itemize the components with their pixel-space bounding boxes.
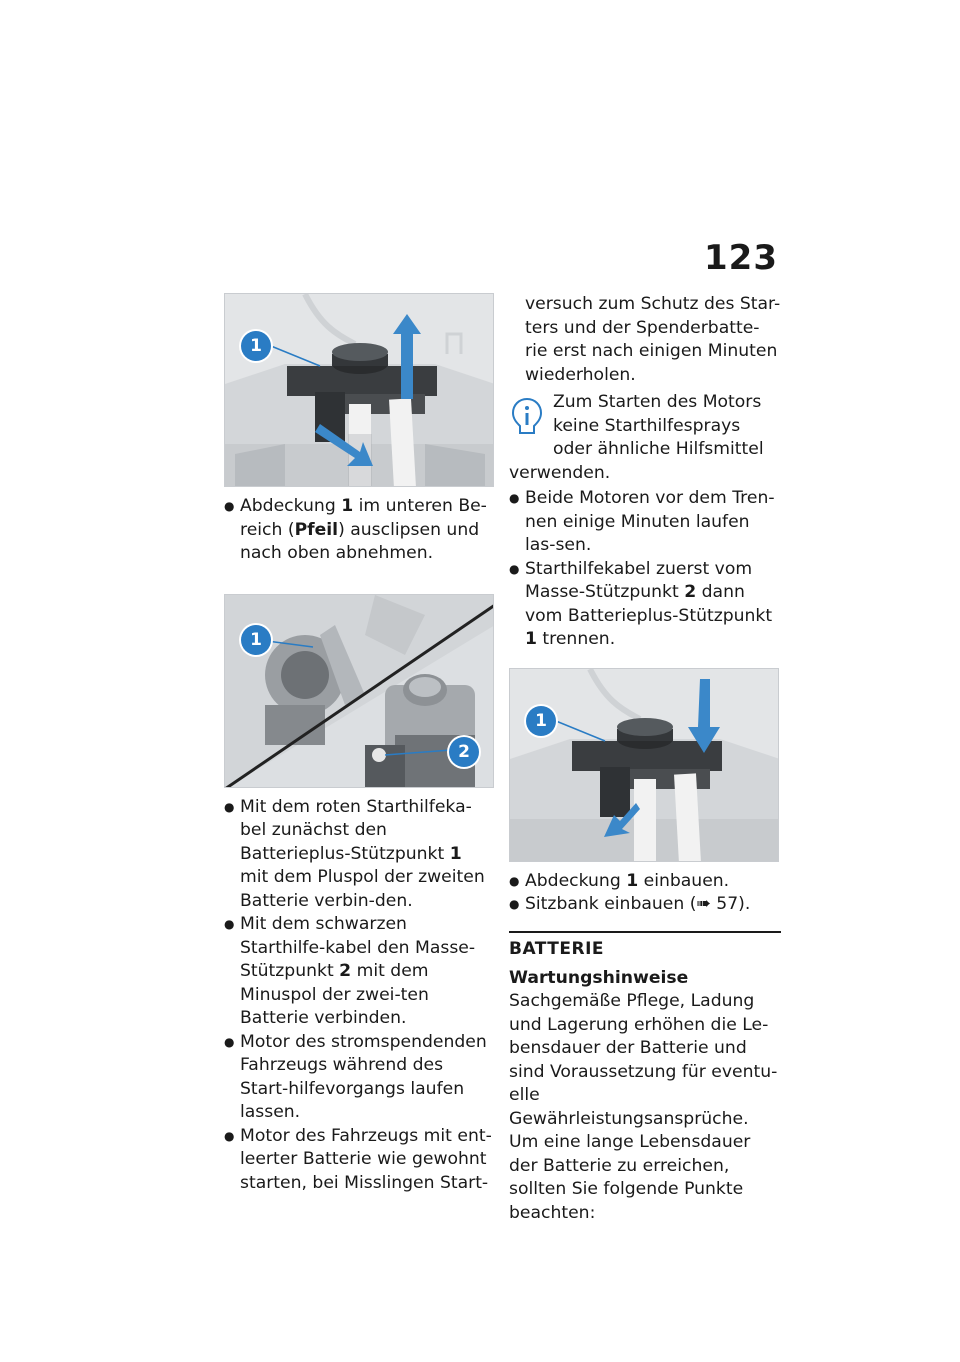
list-item: ● Abdeckung 1 einbauen. xyxy=(509,870,781,894)
figure-cover-removal xyxy=(224,293,494,487)
body-text: Sachgemäße Pflege, Ladung und Lagerung erhöhen die Le-bensdauer der Batterie und sind Voraussetzung für eventu-elle Gewährleistungsansprüche. Um eine lange Lebensdauer der Batterie zu erreichen, sollten Sie folgende Punkte beachten: xyxy=(509,991,778,1223)
left-column xyxy=(224,293,494,1195)
list-item: ● Beide Motoren vor dem Tren-nen einige Minuten laufen las-sen. xyxy=(509,487,781,558)
list-item: ● Motor des Fahrzeugs mit ent-leerter Batterie wie gewohnt starten, bei Misslingen Start- xyxy=(224,1125,494,1196)
section-title: BATTERIE xyxy=(509,938,605,959)
callout-1: 1 xyxy=(241,331,271,361)
section-rule xyxy=(509,931,781,933)
sub-title: Wartungshinweise xyxy=(509,967,689,988)
note-block xyxy=(509,391,781,485)
cover-illustration xyxy=(225,294,494,487)
list-item: ● Abdeckung 1 im unteren Be-reich (Pfeil) ausclipsen und nach oben abnehmen. xyxy=(224,495,494,566)
page-number: 123 xyxy=(704,238,778,278)
note-text: Zum Starten des Motors keine Starthilfesprays oder ähnliche Hilfsmittel verwenden. xyxy=(509,392,764,483)
info-icon xyxy=(509,395,545,439)
callout-1: 1 xyxy=(526,706,556,736)
page-ref-arrow-icon: ➠ xyxy=(696,894,711,914)
figure-cover-install xyxy=(509,668,779,862)
callout-1: 1 xyxy=(241,625,271,655)
list-item: ● Sitzbank einbauen (➠ 57). xyxy=(509,893,781,917)
continuation-text: versuch zum Schutz des Star-ters und der Spenderbatte-rie erst nach einigen Minuten wiederholen. xyxy=(525,294,781,385)
list-item: ● Motor des stromspendenden Fahrzeugs während des Start-hilfevorgangs laufen lassen. xyxy=(224,1031,494,1125)
right-column xyxy=(509,293,781,1225)
list-item: ● Starthilfekabel zuerst vom Masse-Stützpunkt 2 dann vom Batterieplus-Stützpunkt 1 trennen. xyxy=(509,558,781,652)
figure-jump-start-points xyxy=(224,594,494,788)
callout-2: 2 xyxy=(449,737,479,767)
cover-install-illustration xyxy=(510,669,779,862)
list-item: ● Mit dem roten Starthilfeka-bel zunächst den Batterieplus-Stützpunkt 1 mit dem Pluspol der zweiten Batterie verbin-den. xyxy=(224,796,494,914)
list-item: ● Mit dem schwarzen Starthilfe-kabel den Masse-Stützpunkt 2 mit dem Minuspol der zwei-ten Batterie verbinden. xyxy=(224,913,494,1031)
